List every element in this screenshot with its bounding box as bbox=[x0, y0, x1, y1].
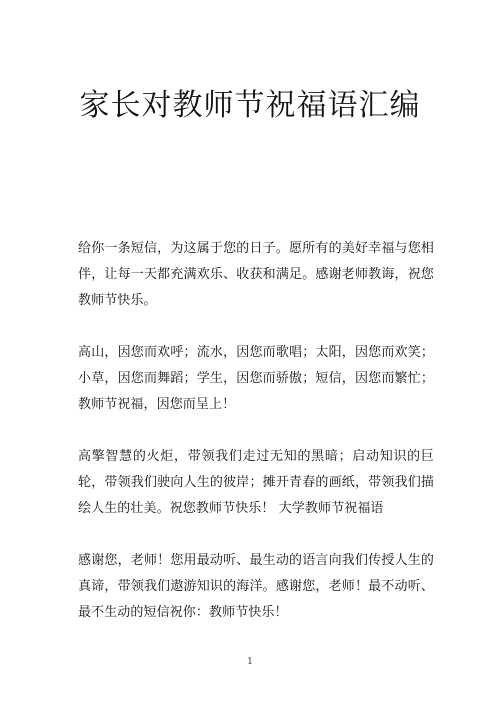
document-title: 家长对教师节祝福语汇编 bbox=[79, 88, 421, 123]
paragraph-1: 给你一条短信，为这属于您的日子。愿所有的美好幸福与您相伴，让每一天都充满欢乐、收获和满足。感谢老师教诲，祝您教师节快乐。 bbox=[78, 241, 434, 308]
paragraph-3: 高擎智慧的火炬，带领我们走过无知的黑暗；启动知识的巨轮，带领我们驶向人生的彼岸；摊开青春的画纸，带领我们描绘人生的壮美。祝您教师节快乐！ 大学教师节祝福语 bbox=[78, 449, 434, 516]
paragraph-4: 感谢您，老师！您用最动听、最生动的语言向我们传授人生的真谛，带领我们遨游知识的海洋。感谢您，老师！最不动听、最不生动的短信祝你：教师节快乐！ bbox=[78, 553, 434, 620]
page-number: 1 bbox=[247, 657, 253, 667]
paragraph-2: 高山，因您而欢呼；流水，因您而歌唱；太阳，因您而欢笑；小草，因您而舞蹈；学生，因您而骄傲；短信，因您而繁忙；教师节祝福，因您而呈上！ bbox=[78, 345, 434, 412]
document-body bbox=[78, 236, 434, 652]
